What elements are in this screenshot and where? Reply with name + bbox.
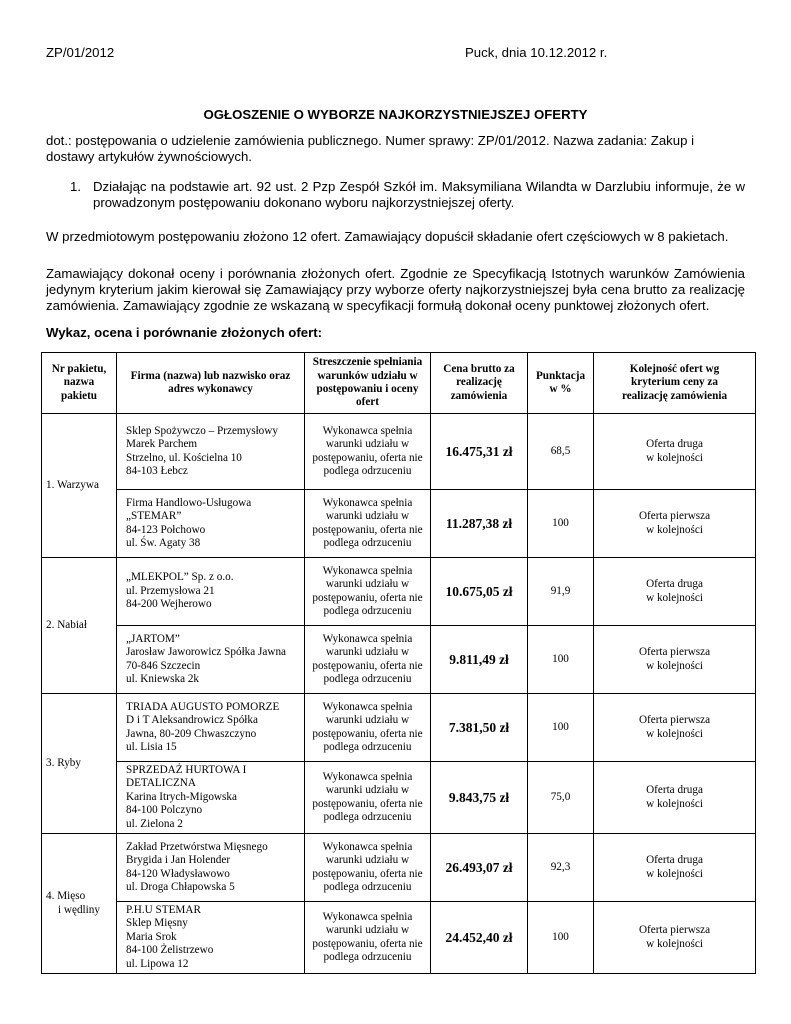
firm-line: Firma Handlowo-Usługowa xyxy=(126,496,252,509)
firm-cell xyxy=(117,490,305,558)
subject-line: dot.: postępowania o udzielenie zamówienia publicznego. Numer sprawy: ZP/01/2012. Nazwa zadania: Zakup i dostawy artykułów żywnościowych. xyxy=(46,133,695,164)
firm-cell xyxy=(117,834,305,902)
order-line: Oferta druga xyxy=(646,438,703,451)
condition-line: podlega odrzuceniu xyxy=(323,950,412,963)
firm-cell xyxy=(117,762,305,834)
table-row xyxy=(42,490,756,558)
condition-line: warunki udziału w xyxy=(325,854,410,867)
condition-line: Wykonawca spełnia xyxy=(322,496,413,509)
package-name-cell xyxy=(42,414,117,558)
price-cell: 10.675,05 zł xyxy=(431,558,528,626)
header-points xyxy=(528,353,594,414)
table-row xyxy=(42,626,756,694)
header-line: kryterium ceny za xyxy=(631,376,718,389)
firm-line: Zakład Przetwórstwa Mięsnego xyxy=(126,840,268,853)
firm-line: Jawna, 80-209 Chwaszczyno xyxy=(126,727,257,740)
price-cell: 24.452,40 zł xyxy=(431,902,528,974)
header-line: nazwa xyxy=(63,376,95,389)
order-cell xyxy=(594,902,756,974)
header-line: ofert xyxy=(356,396,379,409)
order-cell xyxy=(594,694,756,762)
condition-cell xyxy=(305,762,431,834)
condition-line: postępowaniu, oferta nie xyxy=(312,523,423,536)
offers-table xyxy=(41,352,756,974)
condition-cell xyxy=(305,414,431,490)
condition-line: podlega odrzuceniu xyxy=(323,604,412,617)
condition-line: podlega odrzuceniu xyxy=(323,672,412,685)
firm-line: D i T Aleksandrowicz Spółka xyxy=(126,714,258,727)
firm-line: Karina Itrych-Migowska xyxy=(126,790,237,803)
header-line: pakietu xyxy=(60,389,98,402)
firm-line: ul. Św. Agaty 38 xyxy=(126,536,201,549)
condition-line: Wykonawca spełnia xyxy=(322,840,413,853)
condition-line: podlega odrzuceniu xyxy=(323,740,412,753)
firm-line: Sklep Spożywczo – Przemysłowy xyxy=(126,424,278,437)
points-cell: 68,5 xyxy=(528,414,594,490)
header-line: realizację xyxy=(456,376,502,389)
header-line: w % xyxy=(549,383,572,395)
package-name-cell xyxy=(42,694,117,834)
header-line: Cena brutto za xyxy=(443,362,515,375)
header-line: Punktacja xyxy=(535,369,586,382)
price-cell: 11.287,38 zł xyxy=(431,490,528,558)
condition-line: Wykonawca spełnia xyxy=(322,910,413,923)
condition-line: warunki udziału w xyxy=(325,510,410,523)
condition-line: podlega odrzuceniu xyxy=(323,536,412,549)
points-cell: 75,0 xyxy=(528,762,594,834)
order-cell xyxy=(594,834,756,902)
firm-cell xyxy=(117,902,305,974)
order-line: w kolejności xyxy=(646,659,703,672)
header-order xyxy=(594,353,756,414)
firm-line: Sklep Mięsny xyxy=(126,917,188,930)
firm-cell xyxy=(117,626,305,694)
condition-line: warunki udziału w xyxy=(325,924,410,937)
header-package xyxy=(42,353,117,414)
offers-list-heading: Wykaz, ocena i porównanie złożonych ofert: xyxy=(46,325,323,340)
price-cell: 9.811,49 zł xyxy=(431,626,528,694)
points-cell: 100 xyxy=(528,902,594,974)
order-line: Oferta druga xyxy=(646,578,703,591)
firm-line: 84-200 Wejherowo xyxy=(126,598,212,611)
order-line: w kolejności xyxy=(646,451,703,464)
header-firm xyxy=(117,353,305,414)
firm-line: 84-120 Władysławowo xyxy=(126,867,230,880)
firm-line: ul. Lipowa 12 xyxy=(126,957,189,970)
table-row xyxy=(42,414,756,490)
case-reference: ZP/01/2012 xyxy=(46,45,115,60)
order-line: w kolejności xyxy=(646,797,703,810)
header-line: warunków udziału w xyxy=(317,369,418,382)
condition-line: postępowaniu, oferta nie xyxy=(312,937,423,950)
offers-count-paragraph: W przedmiotowym postępowaniu złożono 12 ofert. Zamawiający dopuścił składanie ofert częściowych w 8 pakietach. xyxy=(46,229,729,244)
condition-cell xyxy=(305,834,431,902)
firm-line: „STEMAR” xyxy=(126,510,182,523)
firm-line: TRIADA AUGUSTO POMORZE xyxy=(126,700,280,713)
order-line: Oferta druga xyxy=(646,784,703,797)
place-and-date: Puck, dnia 10.12.2012 r. xyxy=(465,45,608,60)
condition-line: postępowaniu, oferta nie xyxy=(312,867,423,880)
firm-line: Jarosław Jaworowicz Spółka Jawna xyxy=(126,646,287,659)
condition-line: postępowaniu, oferta nie xyxy=(312,591,423,604)
order-line: Oferta pierwsza xyxy=(638,646,711,659)
firm-line: Brygida i Jan Holender xyxy=(126,854,231,867)
condition-cell xyxy=(305,558,431,626)
condition-line: postępowaniu, oferta nie xyxy=(312,451,423,464)
order-cell xyxy=(594,762,756,834)
points-cell: 100 xyxy=(528,626,594,694)
header-line: zamówienia xyxy=(450,389,508,402)
firm-line: 84-103 Łebcz xyxy=(126,464,188,477)
condition-cell xyxy=(305,902,431,974)
condition-line: Wykonawca spełnia xyxy=(322,632,413,645)
package-name-cell xyxy=(42,834,117,974)
points-cell: 92,3 xyxy=(528,834,594,902)
firm-line: „MLEKPOL” Sp. z o.o. xyxy=(126,571,234,584)
order-line: w kolejności xyxy=(646,867,703,880)
header-conditions xyxy=(305,353,431,414)
table-row xyxy=(42,694,756,762)
package-name-cell xyxy=(42,558,117,694)
condition-line: postępowaniu, oferta nie xyxy=(312,659,423,672)
firm-line: Strzelno, ul. Kościelna 10 xyxy=(126,451,242,464)
order-line: Oferta pierwsza xyxy=(638,714,711,727)
condition-line: Wykonawca spełnia xyxy=(322,564,413,577)
firm-line: ul. Kniewska 2k xyxy=(126,672,200,685)
price-cell: 7.381,50 zł xyxy=(431,694,528,762)
package-name: 4. Mięso xyxy=(46,890,86,903)
firm-line: 84-100 Żelistrzewo xyxy=(126,944,214,957)
firm-line: 84-123 Połchowo xyxy=(126,523,206,536)
list-item-text: Działając na podstawie art. 92 ust. 2 Pzp Zespół Szkół im. Maksymiliana Wilandta w Darzlubiu informuje, że w prowadzonym postępowaniu dokonano wyboru najkorzystniejszej oferty. xyxy=(93,179,745,210)
package-name: 3. Ryby xyxy=(46,756,81,769)
order-line: w kolejności xyxy=(646,727,703,740)
firm-line: „JARTOM” xyxy=(126,632,180,645)
order-line: Oferta pierwsza xyxy=(638,510,711,523)
header-line: realizację zamówienia xyxy=(621,389,728,402)
condition-line: podlega odrzuceniu xyxy=(323,810,412,823)
header-line: Firma (nazwa) lub nazwisko oraz xyxy=(130,369,291,382)
condition-cell xyxy=(305,694,431,762)
price-cell: 9.843,75 zł xyxy=(431,762,528,834)
table-row xyxy=(42,902,756,974)
points-cell: 91,9 xyxy=(528,558,594,626)
firm-line: ul. Przemysłowa 21 xyxy=(126,584,215,597)
package-name: i wędliny xyxy=(58,903,100,916)
condition-line: postępowaniu, oferta nie xyxy=(312,797,423,810)
firm-line: Marek Parchem xyxy=(126,438,198,451)
firm-cell xyxy=(117,558,305,626)
order-line: w kolejności xyxy=(646,523,703,536)
points-cell: 100 xyxy=(528,694,594,762)
price-cell: 26.493,07 zł xyxy=(431,834,528,902)
header-line: Streszczenie spełniania xyxy=(312,356,423,369)
firm-line: SPRZEDAŻ HURTOWA I xyxy=(126,764,247,776)
condition-line: podlega odrzuceniu xyxy=(323,464,412,477)
firm-line: Maria Srok xyxy=(126,930,177,943)
order-cell xyxy=(594,414,756,490)
firm-line: ul. Zielona 2 xyxy=(126,817,183,830)
evaluation-paragraph: Zamawiający dokonał oceny i porównania złożonych ofert. Zgodnie ze Specyfikacją Istotnych warunków Zamówienia jedynym kryterium jakim kierował się Zamawiający przy wyborze oferty najkorzystniejszej była cena brutto za realizację zamówienia. Zamawiający zgodnie ze wskazaną w specyfikacji formułą dokonał oceny punktowej złożonych ofert. xyxy=(46,266,745,313)
price-cell: 16.475,31 zł xyxy=(431,414,528,490)
condition-line: warunki udziału w xyxy=(325,714,410,727)
package-name: 1. Warzywa xyxy=(46,478,99,491)
firm-line: 84-100 Polczyno xyxy=(126,804,203,817)
order-line: Oferta pierwsza xyxy=(638,924,711,937)
table-row xyxy=(42,834,756,902)
package-name: 2. Nabiał xyxy=(46,618,88,631)
table-row xyxy=(42,762,756,834)
order-line: w kolejności xyxy=(646,937,703,950)
table-body xyxy=(42,414,756,974)
condition-line: warunki udziału w xyxy=(325,646,410,659)
condition-line: podlega odrzuceniu xyxy=(323,880,412,893)
condition-line: Wykonawca spełnia xyxy=(322,424,413,437)
condition-line: warunki udziału w xyxy=(325,578,410,591)
order-cell xyxy=(594,558,756,626)
firm-line: ul. Lisia 15 xyxy=(126,740,177,753)
header-line: postępowaniu i oceny xyxy=(316,383,419,395)
points-cell: 100 xyxy=(528,490,594,558)
order-cell xyxy=(594,626,756,694)
condition-cell xyxy=(305,626,431,694)
firm-line: 70-846 Szczecin xyxy=(126,659,201,672)
header-line: adres wykonawcy xyxy=(168,383,253,395)
condition-line: Wykonawca spełnia xyxy=(322,770,413,783)
firm-line: ul. Droga Chłapowska 5 xyxy=(126,880,235,893)
header-line: Nr pakietu, xyxy=(51,362,107,375)
header-price xyxy=(431,353,528,414)
condition-line: warunki udziału w xyxy=(325,438,410,451)
firm-cell xyxy=(117,694,305,762)
table-row xyxy=(42,558,756,626)
table-header-row xyxy=(42,353,756,414)
condition-line: warunki udziału w xyxy=(325,784,410,797)
condition-line: Wykonawca spełnia xyxy=(322,700,413,713)
document-title: OGŁOSZENIE O WYBORZE NAJKORZYSTNIEJSZEJ OFERTY xyxy=(203,107,588,122)
order-line: Oferta druga xyxy=(646,854,703,867)
firm-cell xyxy=(117,414,305,490)
order-line: w kolejności xyxy=(646,591,703,604)
header-line: Kolejność ofert wg xyxy=(629,362,720,375)
order-cell xyxy=(594,490,756,558)
condition-cell xyxy=(305,490,431,558)
firm-line: DETALICZNA xyxy=(126,777,196,790)
list-item-number: 1. xyxy=(70,179,81,194)
condition-line: postępowaniu, oferta nie xyxy=(312,727,423,740)
firm-line: P.H.U STEMAR xyxy=(126,904,201,917)
